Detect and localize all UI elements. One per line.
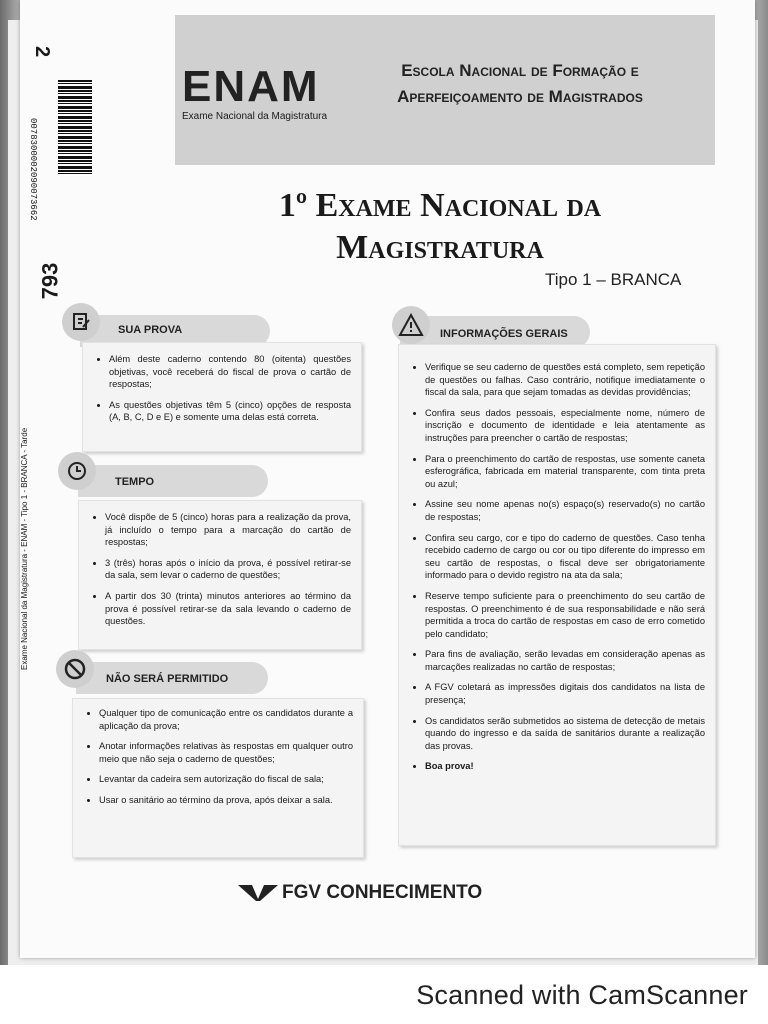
- nao-permitido-title: NÃO SERÁ PERMITIDO: [106, 673, 229, 685]
- scanner-watermark: Scanned with CamScanner: [416, 980, 748, 1010]
- page-title: [190, 185, 690, 269]
- enam-logo-word: ENAM: [182, 62, 320, 111]
- enam-logo: [182, 62, 332, 122]
- page-title-line1: 1º Exame Nacional da: [278, 187, 602, 224]
- list-item: • Para o preenchimento do cartão de respostas, use somente caneta esferográfica, fabricada em material transparente, com tinta preta ou azul;: [425, 453, 705, 491]
- page-title-line2: Magistratura: [336, 229, 544, 266]
- fgv-logo: [238, 882, 482, 904]
- informacoes-box: [398, 344, 716, 846]
- list-item: • Reserve tempo suficiente para o preenchimento do seu cartão de respostas. O preenchimento é de sua responsabilidade e não será permitida a troca do cartão de respostas em caso de erro cometido pelo candidato;: [425, 590, 705, 640]
- exam-type: Tipo 1 – BRANCA: [545, 270, 682, 289]
- side-number: 2: [31, 45, 54, 58]
- barcode: [58, 80, 92, 176]
- prohibited-icon: [56, 650, 94, 688]
- tempo-box: [78, 500, 362, 650]
- list-item: • Levantar da cadeira sem autorização do fiscal de sala;: [99, 773, 353, 786]
- school-name-line2: Aperfeiçoamento de Magistrados: [397, 87, 643, 106]
- list-item: • Os candidatos serão submetidos ao sistema de detecção de metais quando do ingresso e da saída de sanitários durante a realização das provas.: [425, 715, 705, 753]
- school-name-line1: Escola Nacional de Formação e: [401, 61, 639, 80]
- fgv-mark-icon: [238, 883, 278, 903]
- edit-document-icon: [62, 303, 100, 341]
- list-item: • 3 (três) horas após o início da prova, é possível retirar-se da sala, sem levar o caderno de questões;: [105, 557, 351, 582]
- sua-prova-box: [82, 342, 362, 452]
- list-item: • Confira seu cargo, cor e tipo do caderno de questões. Caso tenha recebido caderno de cargo ou cor ou tipo diferente do impresso em seu cartão de respostas, o fiscal deve ser obrigatoriamente informado para o devido registro na ata da sala;: [425, 532, 705, 582]
- sua-prova-title: SUA PROVA: [118, 324, 183, 336]
- list-item: • Além deste caderno contendo 80 (oitenta) questões objetivas, você receberá do fiscal de prova o cartão de respostas;: [109, 353, 351, 391]
- list-item: • Você dispõe de 5 (cinco) horas para a realização da prova, já incluído o tempo para a marcação do cartão de respostas;: [105, 511, 351, 549]
- list-item: • Verifique se seu caderno de questões está completo, sem repetição de questões ou falhas. Caso contrário, notifique imediatamente o fiscal da sala, para que sejam tomadas as devidas providências;: [425, 361, 705, 399]
- list-item: • A partir dos 30 (trinta) minutos anteriores ao término da prova é possível retirar-se da sala levando o caderno de questões.: [105, 590, 351, 628]
- list-item: • Usar o sanitário ao término da prova, após deixar a sala.: [99, 794, 353, 807]
- list-item: • Qualquer tipo de comunicação entre os candidatos durante a aplicação da prova;: [99, 707, 353, 732]
- clock-icon: [58, 452, 96, 490]
- list-item: • Boa prova!: [425, 760, 705, 773]
- fgv-brand-text: FGV CONHECIMENTO: [282, 882, 483, 903]
- nao-permitido-box: [72, 698, 364, 858]
- list-item: • A FGV coletará as impressões digitais dos candidatos na lista de presença;: [425, 681, 705, 706]
- side-footer: Exame Nacional da Magistratura - ENAM - Tipo 1 - BRANCA - Tarde: [20, 427, 29, 670]
- list-item: • Para fins de avaliação, serão levadas em consideração apenas as marcações realizadas no cartão de respostas;: [425, 648, 705, 673]
- list-item: • Confira seus dados pessoais, especialmente nome, número de inscrição e documento de identidade e leia atentamente as instruções para preencher o cartão de respostas;: [425, 407, 705, 445]
- barcode-digits: 0078300002090073662: [28, 118, 38, 221]
- informacoes-title: INFORMAÇÕES GERAIS: [440, 328, 568, 340]
- warning-icon: [392, 306, 430, 344]
- side-code: 793: [37, 262, 63, 300]
- tempo-header: [78, 465, 268, 497]
- list-item: • Anotar informações relativas às respostas em qualquer outro meio que não seja o caderno de questões;: [99, 740, 353, 765]
- school-name: [340, 58, 700, 110]
- enam-logo-subtitle: Exame Nacional da Magistratura: [182, 111, 328, 122]
- list-item: • As questões objetivas têm 5 (cinco) opções de resposta (A, B, C, D e E) e somente uma delas está correta.: [109, 399, 351, 424]
- tempo-title: TEMPO: [115, 476, 155, 488]
- list-item: • Assine seu nome apenas no(s) espaço(s) reservado(s) no cartão de respostas;: [425, 498, 705, 523]
